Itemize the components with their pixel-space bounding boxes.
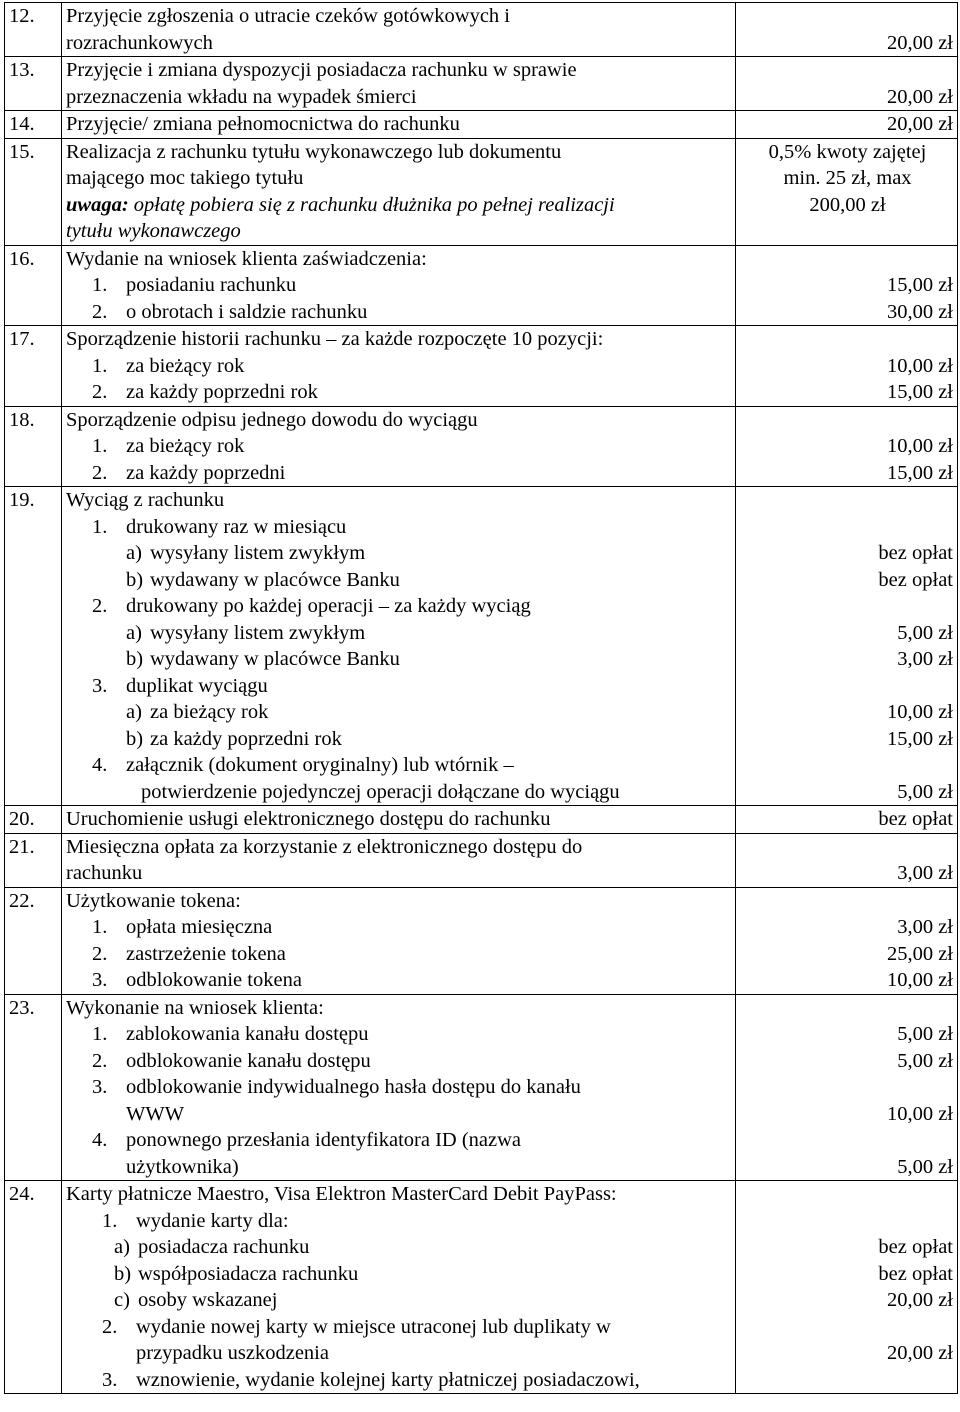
list-item: 3. odblokowanie indywidualnego hasła dostępu do kanału bbox=[92, 1076, 581, 1098]
row-price: 0,5% kwoty zajętej min. 25 zł, max 200,00 zł bbox=[736, 138, 958, 245]
sub-item: c) osoby wskazanej bbox=[114, 1289, 278, 1311]
fee-table bbox=[4, 2, 958, 1394]
list-item: 2. drukowany po każdej operacji – za każdy wyciąg bbox=[92, 595, 531, 617]
row-description: Miesięczna opłata za korzystanie z elektronicznego dostępu do rachunku bbox=[62, 833, 736, 887]
sub-item: a) wysyłany listem zwykłym bbox=[126, 542, 366, 564]
row-description: Uruchomienie usługi elektronicznego dostępu do rachunku bbox=[62, 806, 736, 834]
row-description: Sporządzenie historii rachunku – za każde rozpoczęte 10 pozycji: 1. za bieżący rok 2. za każdy poprzedni rok bbox=[62, 326, 736, 407]
list-item: 4. załącznik (dokument oryginalny) lub wtórnik – bbox=[92, 754, 514, 776]
row-description: Sporządzenie odpisu jednego dowodu do wyciągu 1. za bieżący rok 2. za każdy poprzedni bbox=[62, 406, 736, 487]
fee-row-16 bbox=[5, 245, 958, 326]
sub-item: b) współposiadacza rachunku bbox=[114, 1262, 359, 1285]
row-number: 18. bbox=[5, 406, 62, 487]
list-item: 2. wydanie nowej karty w miejsce utraconej lub duplikaty w bbox=[102, 1315, 611, 1338]
list-item: 4. ponownego przesłania identyfikatora ID (nazwa bbox=[92, 1129, 522, 1151]
row-description: Wyciąg z rachunku 1. drukowany raz w miesiącu a) wysyłany listem zwykłym b) wydawany w placówce Banku 2. drukowany po każdej operacji – za każdy wyciąg a) wysyłany listem zwykłym b) wydawany w placówce Banku 3. duplikat wyciągu a) za bieżący rok b) za każdy poprzedni rok 4. załącznik (dokument oryginalny) lub wtórnik – potwierdzenie pojedynczej operacji dołączane do wyciągu bbox=[62, 487, 736, 806]
list-item: 2. za każdy poprzedni bbox=[92, 461, 286, 484]
sub-item: a) wysyłany listem zwykłym bbox=[126, 621, 366, 644]
fee-row-22 bbox=[5, 887, 958, 994]
row-price: 20,00 zł bbox=[736, 3, 958, 57]
fee-row-14 bbox=[5, 111, 958, 139]
fee-row-15 bbox=[5, 138, 958, 245]
list-item: 2. o obrotach i saldzie rachunku bbox=[92, 300, 368, 323]
fee-row-23 bbox=[5, 994, 958, 1181]
row-description: Przyjęcie i zmiana dyspozycji posiadacza rachunku w sprawie przeznaczenia wkładu na wypadek śmierci bbox=[62, 57, 736, 111]
row-price: 3,00 zł 25,00 zł 10,00 zł bbox=[736, 887, 958, 994]
row-description: Realizacja z rachunku tytułu wykonawczego lub dokumentu mającego moc takiego tytułu uwaga: opłatę pobiera się z rachunku dłużnika po pełnej realizacji tytułu wykonawczego bbox=[62, 138, 736, 245]
row-number: 19. bbox=[5, 487, 62, 806]
row-number: 13. bbox=[5, 57, 62, 111]
note: uwaga: opłatę pobiera się z rachunku dłużnika po pełnej realizacji bbox=[66, 193, 615, 216]
sub-item: a) posiadacza rachunku bbox=[114, 1236, 310, 1258]
fee-row-20 bbox=[5, 806, 958, 834]
row-number: 23. bbox=[5, 994, 62, 1181]
sub-item: a) za bieżący rok bbox=[126, 701, 269, 723]
row-description: Karty płatnicze Maestro, Visa Elektron MasterCard Debit PayPass: 1. wydanie karty dla: a) posiadacza rachunku b) współposiadacza rachunku c) osoby wskazanej 2. wydanie nowej karty w miejsce utraconej lub duplikaty w przypadku uszkodzenia 3. wznowienie, wydanie kolejnej karty płatniczej posiadaczowi, bbox=[62, 1181, 736, 1394]
row-number: 20. bbox=[5, 806, 62, 834]
list-item: 1. posiadaniu rachunku bbox=[92, 274, 297, 296]
fee-row-24 bbox=[5, 1181, 958, 1394]
row-price: bez opłat bez opłat 5,00 zł 3,00 zł 10,00 zł 15,00 zł 5,00 zł bbox=[736, 487, 958, 806]
sub-item: b) wydawany w placówce Banku bbox=[126, 568, 400, 591]
row-price: 20,00 zł bbox=[736, 111, 958, 139]
row-price: 10,00 zł 15,00 zł bbox=[736, 406, 958, 487]
row-number: 15. bbox=[5, 138, 62, 245]
list-item: 1. za bieżący rok bbox=[92, 354, 245, 377]
fee-row-19 bbox=[5, 487, 958, 806]
list-item: 2. odblokowanie kanału dostępu bbox=[92, 1049, 371, 1072]
row-price: 5,00 zł 5,00 zł 10,00 zł 5,00 zł bbox=[736, 994, 958, 1181]
list-item: 2. za każdy poprzedni rok bbox=[92, 381, 318, 403]
row-price: 15,00 zł 30,00 zł bbox=[736, 245, 958, 326]
row-number: 16. bbox=[5, 245, 62, 326]
fee-row-17 bbox=[5, 326, 958, 407]
fee-row-12 bbox=[5, 3, 958, 57]
row-description: Przyjęcie zgłoszenia o utracie czeków gotówkowych i rozrachunkowych bbox=[62, 3, 736, 57]
row-price: bez opłat bbox=[736, 806, 958, 834]
fee-row-13 bbox=[5, 57, 958, 111]
row-number: 22. bbox=[5, 887, 62, 994]
list-item: 1. zablokowania kanału dostępu bbox=[92, 1023, 369, 1045]
sub-item: b) wydawany w placówce Banku bbox=[126, 648, 400, 670]
row-price: bez opłat bez opłat 20,00 zł 20,00 zł bbox=[736, 1181, 958, 1394]
fee-row-21 bbox=[5, 833, 958, 887]
row-number: 24. bbox=[5, 1181, 62, 1394]
row-description: Użytkowanie tokena: 1. opłata miesięczna 2. zastrzeżenie tokena 3. odblokowanie tokena bbox=[62, 887, 736, 994]
row-number: 14. bbox=[5, 111, 62, 139]
list-item: 3. wznowienie, wydanie kolejnej karty płatniczej posiadaczowi, bbox=[102, 1368, 640, 1391]
list-item: 3. odblokowanie tokena bbox=[92, 969, 302, 991]
row-price: 20,00 zł bbox=[736, 57, 958, 111]
row-price: 10,00 zł 15,00 zł bbox=[736, 326, 958, 407]
list-item: 2. zastrzeżenie tokena bbox=[92, 942, 286, 965]
list-item: 3. duplikat wyciągu bbox=[92, 674, 268, 697]
row-description: Wydanie na wniosek klienta zaświadczenia: 1. posiadaniu rachunku 2. o obrotach i saldzie rachunku bbox=[62, 245, 736, 326]
list-item: 1. za bieżący rok bbox=[92, 435, 245, 457]
row-number: 17. bbox=[5, 326, 62, 407]
list-item: 1. opłata miesięczna bbox=[92, 916, 273, 938]
list-item: 1. wydanie karty dla: bbox=[102, 1209, 289, 1232]
row-description: Wykonanie na wniosek klienta: 1. zablokowania kanału dostępu 2. odblokowanie kanału dostępu 3. odblokowanie indywidualnego hasła dostępu do kanału WWW 4. ponownego przesłania identyfikatora ID (nazwa użytkownika) bbox=[62, 994, 736, 1181]
row-price: 3,00 zł bbox=[736, 833, 958, 887]
fee-row-18 bbox=[5, 406, 958, 487]
sub-item: b) za każdy poprzedni rok bbox=[126, 727, 342, 750]
row-number: 12. bbox=[5, 3, 62, 57]
row-number: 21. bbox=[5, 833, 62, 887]
list-item: 1. drukowany raz w miesiącu bbox=[92, 515, 347, 538]
row-description: Przyjęcie/ zmiana pełnomocnictwa do rachunku bbox=[62, 111, 736, 139]
